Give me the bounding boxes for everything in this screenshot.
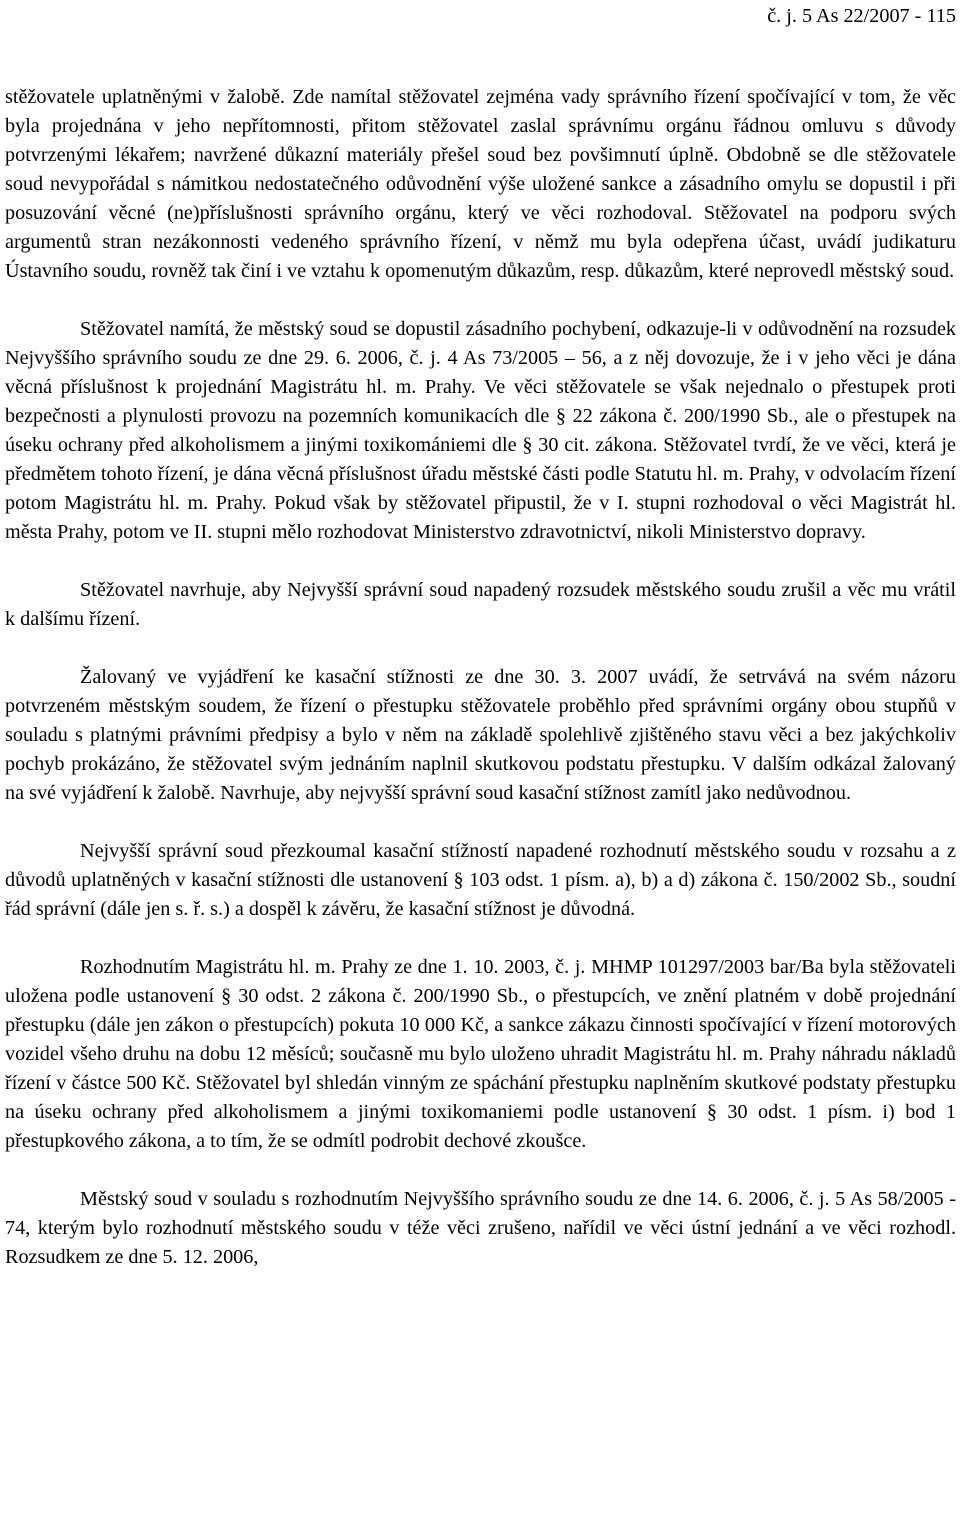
paragraph-proposal: Stěžovatel navrhuje, aby Nejvyšší správní soud napadený rozsudek městského soudu zrušil a věc mu vrátil k dalšímu řízení. [5,579,956,630]
case-number-header: č. j. 5 As 22/2007 - 115 [767,5,956,27]
paragraph-complaint-jurisdiction: Stěžovatel namítá, že městský soud se dopustil zásadního pochybení, odkazuje-li v odůvodnění na rozsudek Nejvyššího správního soudu ze dne 29. 6. 2006, č. j. 4 As 73/2005 – 56, a z něj dovozuje, že i v jeho věci je dána věcná příslušnost k projednání Magistrátu hl. m. Prahy. Ve věci stěžovatele se však nejednalo o přestupek proti bezpečnosti a plynulosti provozu na pozemních komunikacích dle § 22 zákona č. 200/1990 Sb., ale o přestupek na úseku ochrany před alkoholismem a jinými toxikomániemi dle § 30 cit. zákona. Stěžovatel tvrdí, že ve věci, která je předmětem tohoto řízení, je dána věcná příslušnost úřadu městské části podle Statutu hl. m. Prahy, v odvolacím řízení potom Magistrátu hl. m. Prahy. Pokud však by stěžovatel připustil, že v I. stupni rozhodoval o věci Magistrát hl. města Prahy, potom ve II. stupni mělo rozhodovat Ministerstvo zdravotnictví, nikoli Ministerstvo dopravy. [5,318,956,543]
paragraph-city-court: Městský soud v souladu s rozhodnutím Nejvyššího správního soudu ze dne 14. 6. 2006, č. j. 5 As 58/2005 - 74, kterým bylo rozhodnutí městského soudu v téže věci zrušeno, nařídil ve věci ústní jednání a ve věci rozhodl. Rozsudkem ze dne 5. 12. 2006, [5,1188,956,1268]
paragraph-continuation: stěžovatele uplatněnými v žalobě. Zde namítal stěžovatel zejména vady správního řízení spočívající v tom, že věc byla projednána v jeho nepřítomnosti, přitom stěžovatel zaslal správnímu orgánu řádnou omluvu s důvody potvrzenými lékařem; navržené důkazní materiály přešel soud bez povšimnutí úplně. Obdobně se dle stěžovatele soud nevypořádal s námitkou nedostatečného odůvodnění výše uložené sankce a zásadního omylu se dopustil i při posuzování věcné (ne)příslušnosti správního orgánu, který ve věci rozhodoval. Stěžovatel na podporu svých argumentů stran nezákonnosti vedeného správního řízení, v němž mu byla odepřena účast, uvádí judikaturu Ústavního soudu, rovněž tak činí i ve vztahu k opomenutým důkazům, resp. důkazům, které neprovedl městský soud. [5,86,956,282]
paragraph-court-review: Nejvyšší správní soud přezkoumal kasační stížností napadené rozhodnutí městského soudu v rozsahu a z důvodů uplatněných v kasační stížnosti dle ustanovení § 103 odst. 1 písm. a), b) a d) zákona č. 150/2002 Sb., soudní řád správní (dále jen s. ř. s.) a dospěl k závěru, že kasační stížnost je důvodná. [5,840,956,920]
paragraph-magistrate-decision: Rozhodnutím Magistrátu hl. m. Prahy ze dne 1. 10. 2003, č. j. MHMP 101297/2003 bar/Ba byla stěžovateli uložena podle ustanovení § 30 odst. 2 zákona č. 200/1990 Sb., o přestupcích, ve znění platném v době projednání přestupku (dále jen zákon o přestupcích) pokuta 10 000 Kč, a sankce zákazu činnosti spočívající v řízení motorových vozidel všeho druhu na dobu 12 měsíců; současně mu bylo uloženo uhradit Magistrátu hl. m. Prahy náhradu nákladů řízení v částce 500 Kč. Stěžovatel byl shledán vinným ze spáchání přestupku naplněním skutkové podstaty přestupku na úseku ochrany před alkoholismem a jinými toxikomaniemi podle ustanovení § 30 odst. 1 písm. i) bod 1 přestupkového zákona, a to tím, že se odmítl podrobit dechové zkoušce. [5,956,956,1152]
document-body [5,83,956,1272]
paragraph-defendant-response: Žalovaný ve vyjádření ke kasační stížnosti ze dne 30. 3. 2007 uvádí, že setrvává na svém názoru potvrzeném městským soudem, že řízení o přestupku stěžovatele proběhlo před správními orgány obou stupňů v souladu s platnými právními předpisy a bylo v něm na základě spolehlivě zjištěného stavu věci a bez jakýchkoliv pochyb prokázáno, že stěžovatel svým jednáním naplnil skutkovou podstatu přestupku. V dalším odkázal žalovaný na své vyjádření k žalobě. Navrhuje, aby nejvyšší správní soud kasační stížnost zamítl jako nedůvodnou. [5,666,956,804]
